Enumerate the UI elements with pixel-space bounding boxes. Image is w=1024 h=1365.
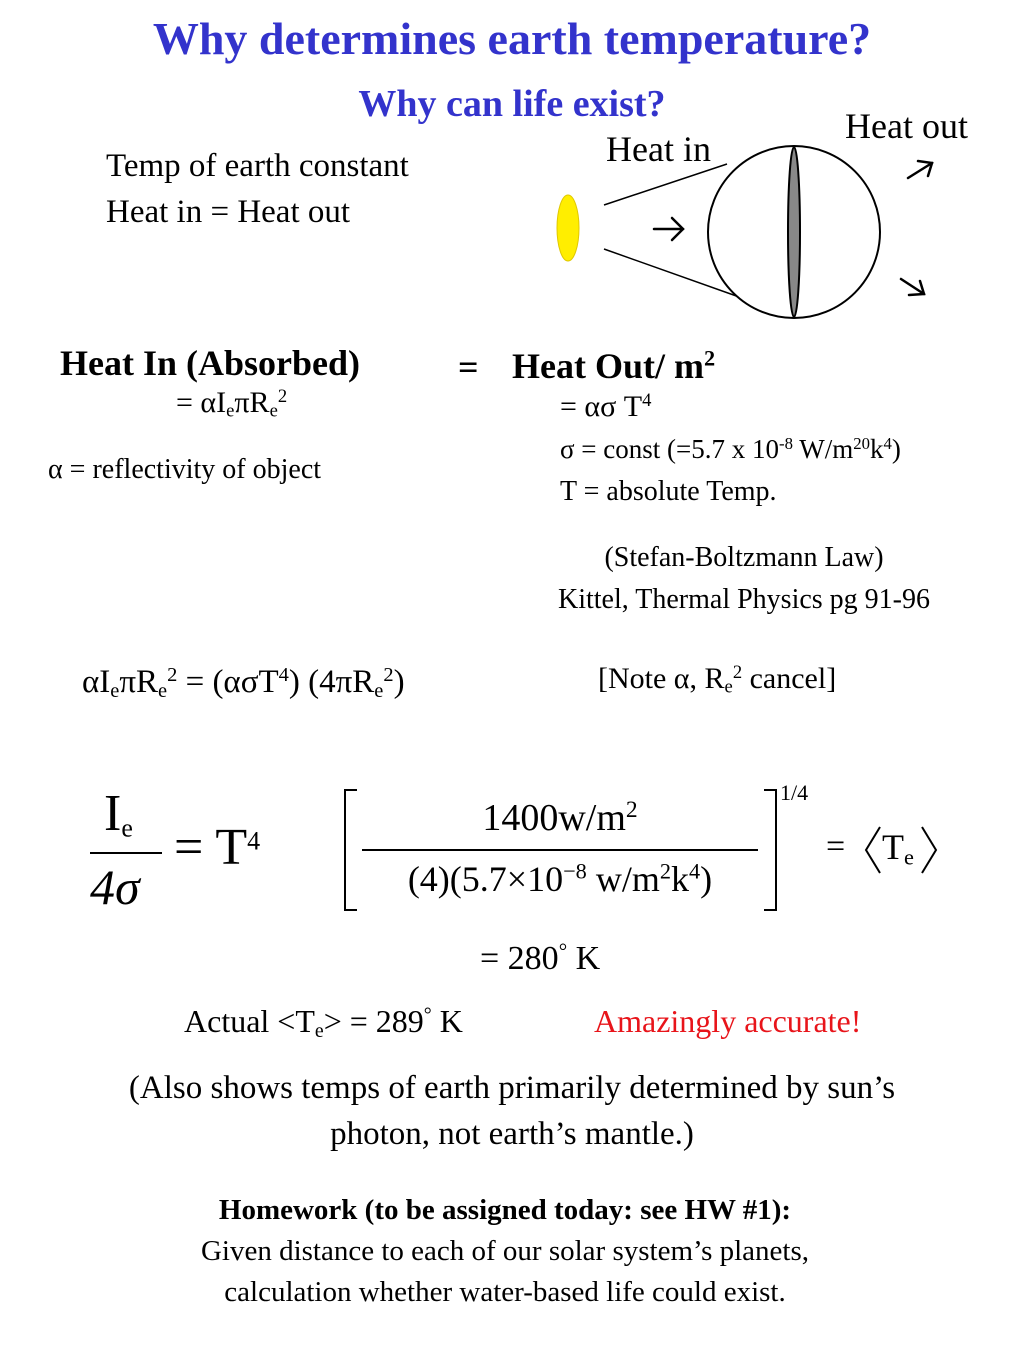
temperature-definition: T = absolute Temp.: [560, 476, 777, 507]
eq2-result-equals: =: [826, 828, 846, 865]
page-subtitle: Why can life exist?: [358, 83, 666, 125]
heat-in-formula: = $\alpha I_e\pi R_e^2$: [176, 385, 288, 422]
homework-line-1: Given distance to each of our solar system’s planets,: [200, 1235, 810, 1267]
intro-line-1: Temp of earth constant: [106, 148, 409, 184]
heat-out-formula: = ασ $T^4$: [560, 389, 652, 423]
reference: Kittel, Thermal Physics pg 91-96: [558, 584, 930, 615]
sigma-definition: σ = const (=5.7 x $10^{-8}$ $W/m^{20}k^4$): [560, 433, 901, 464]
cancel-note: [Note α, $R_e^2$ cancel]: [598, 661, 837, 698]
homework-line-2: calculation whether water-based life could exist.: [224, 1276, 786, 1308]
balance-equation: $\alpha I_e\pi R_e^2 = (\alpha\sigma T^4)$ $(4\pi R_e^2)$: [82, 663, 405, 703]
actual-temperature: Actual $<T_e> = 289^\circ$ K: [184, 1003, 463, 1042]
eq2-numerator: $I_e$: [104, 785, 133, 843]
calculated-temperature: = 280° K: [480, 938, 601, 977]
eq2-denominator: 4σ: [90, 859, 140, 915]
heat-in-heading: Heat In (Absorbed): [60, 343, 361, 383]
accuracy-comment: Amazingly accurate!: [594, 1003, 862, 1039]
intro-line-2: Heat in = Heat out: [106, 194, 351, 230]
eq2-result-te: $T_e$: [882, 827, 914, 870]
heat-in-label: Heat in: [606, 129, 711, 169]
heat-out-heading: Heat Out/ $m^2$: [512, 345, 716, 386]
page-title: Why determines earth temperature?: [152, 13, 872, 64]
homework-heading: Homework (to be assigned today: see HW #1):: [218, 1194, 792, 1226]
eq2-inner-denominator: $(4)(5.7\times 10^{-8}$ $w/m^2k^4$): [407, 858, 713, 899]
alpha-definition: α = reflectivity of object: [48, 454, 322, 485]
also-note-line-1: (Also shows temps of earth primarily determined by sun’s: [128, 1070, 896, 1106]
eq2-inner-numerator: $1400w/m^2$: [482, 797, 638, 839]
eq2-t-fourth: = $T^4$: [174, 819, 261, 876]
balance-equals: =: [458, 347, 479, 387]
heat-out-label: Heat out: [845, 106, 968, 146]
eq2-power: 1/4: [780, 780, 809, 805]
also-note-line-2: photon, not earth’s mantle.): [330, 1116, 694, 1152]
law-name: (Stefan-Boltzmann Law): [604, 542, 884, 573]
